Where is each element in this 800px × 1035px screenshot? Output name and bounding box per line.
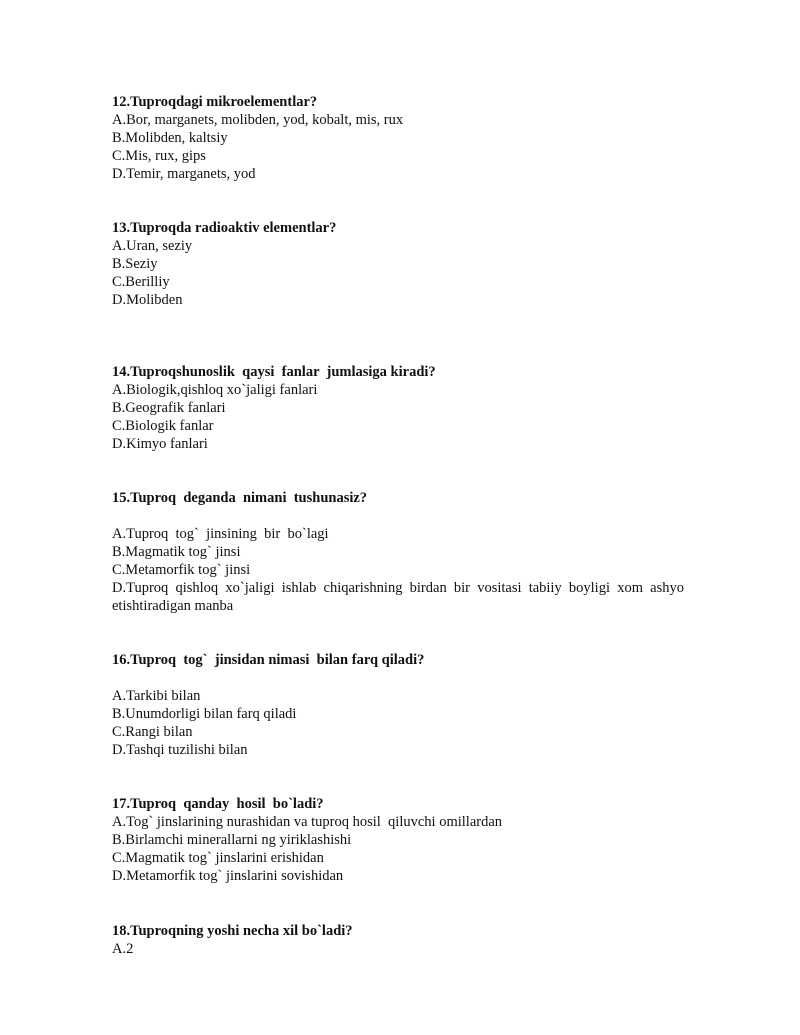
question-13 [112, 219, 684, 309]
answer-option-b: B.Magmatik tog` jinsi [112, 544, 241, 560]
question-12 [112, 93, 684, 183]
answer-option-a: A.Uran, seziy [112, 238, 193, 254]
question-title: 18.Tuproqning yoshi necha xil bo`ladi? [112, 923, 353, 939]
answer-option-c: C.Magmatik tog` jinslarini erishidan [112, 850, 324, 866]
question-15 [112, 489, 684, 615]
answer-option-d: D.Tuproq qishloq xo`jaligi ishlab chiqarishning birdan bir vositasi tabiiy boyligi xom ashyo etishtiradigan manba [112, 580, 684, 614]
question-14 [112, 363, 684, 453]
answer-option-d: D.Kimyo fanlari [112, 436, 208, 452]
answer-option-a: A.Bor, marganets, molibden, yod, kobalt, mis, rux [112, 112, 404, 128]
question-16 [112, 651, 684, 759]
question-title: 15.Tuproq deganda nimani tushunasiz? [112, 490, 368, 506]
answer-option-b: B.Birlamchi minerallarni ng yiriklashishi [112, 832, 352, 848]
answer-option-a: A.Biologik,qishloq xo`jaligi fanlari [112, 382, 318, 398]
answer-option-a: A.Tuproq tog` jinsining bir bo`lagi [112, 526, 329, 542]
answer-option-c: C.Biologik fanlar [112, 418, 214, 434]
answer-option-d: D.Temir, marganets, yod [112, 166, 256, 182]
question-18 [112, 922, 684, 958]
answer-option-b: B.Molibden, kaltsiy [112, 130, 228, 146]
answer-option-a: A.Tarkibi bilan [112, 688, 201, 704]
question-title: 14.Tuproqshunoslik qaysi fanlar jumlasiga kiradi? [112, 364, 436, 380]
answer-option-c: C.Mis, rux, gips [112, 148, 206, 164]
answer-option-b: B.Seziy [112, 256, 158, 272]
answer-option-c: C.Metamorfik tog` jinsi [112, 562, 251, 578]
answer-option-c: C.Rangi bilan [112, 724, 193, 740]
answer-option-a: A.2 [112, 941, 134, 957]
answer-option-d: D.Metamorfik tog` jinslarini sovishidan [112, 868, 344, 884]
blank-line [112, 669, 684, 687]
answer-option-a: A.Tog` jinslarining nurashidan va tuproq hosil qiluvchi omillardan [112, 814, 503, 830]
answer-option-b: B.Unumdorligi bilan farq qiladi [112, 706, 297, 722]
blank-line [112, 507, 684, 525]
question-title: 17.Tuproq qanday hosil bo`ladi? [112, 796, 324, 812]
answer-option-b: B.Geografik fanlari [112, 400, 226, 416]
answer-option-d: D.Molibden [112, 292, 183, 308]
question-17 [112, 795, 684, 885]
answer-option-d: D.Tashqi tuzilishi bilan [112, 742, 248, 758]
question-title: 13.Tuproqda radioaktiv elementlar? [112, 220, 337, 236]
answer-option-c: C.Berilliy [112, 274, 170, 290]
question-title: 12.Tuproqdagi mikroelementlar? [112, 94, 318, 110]
question-title: 16.Tuproq tog` jinsidan nimasi bilan farq qiladi? [112, 652, 425, 668]
